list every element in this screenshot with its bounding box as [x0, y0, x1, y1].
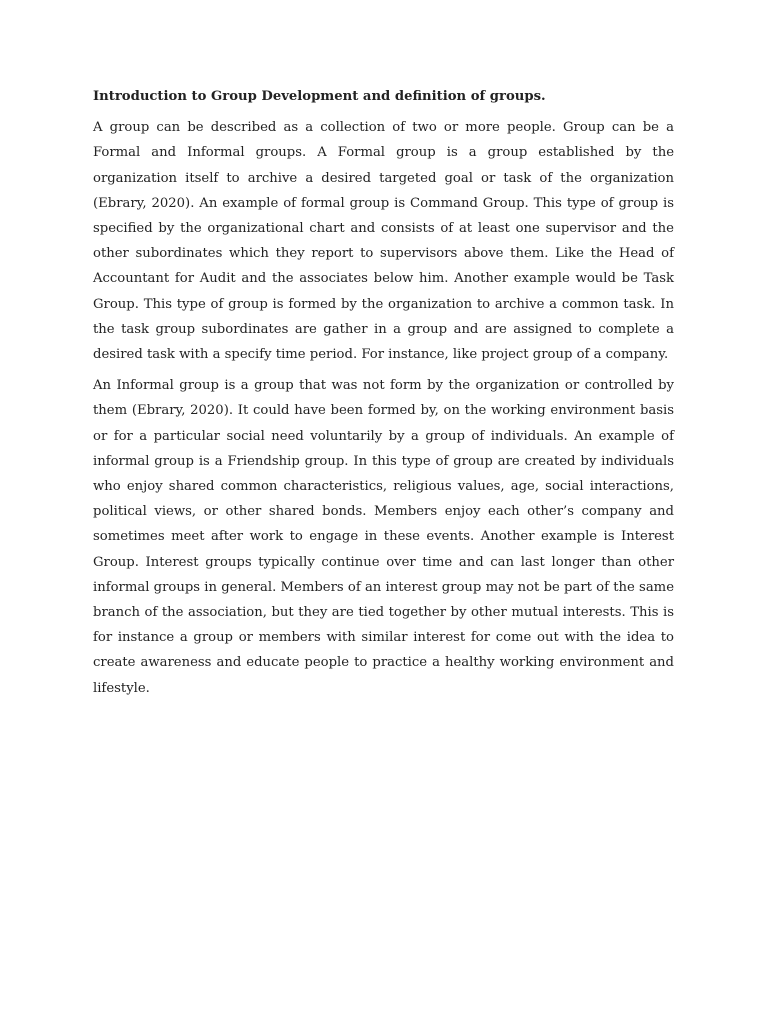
- document-body: [93, 84, 674, 707]
- paragraph-informal-groups: An Informal group is a group that was not form by the organization or controlled by them (Ebrary, 2020). It could have been formed by, on the working environment basis or for a particular social need voluntarily by a group of individuals. An example of informal group is a Friendship group. In this type of group are created by individuals who enjoy shared common characteristics, religious values, age, social interactions, political views, or other shared bonds. Members enjoy each other’s company and sometimes meet after work to engage in these events. Another example is Interest Group. Interest groups typically continue over time and can last longer than other informal groups in general. Members of an interest group may not be part of the same branch of the association, but they are tied together by other mutual interests. This is for instance a group or members with similar interest for come out with the idea to create awareness and educate people to practice a healthy working environment and lifestyle.: [93, 378, 674, 696]
- paragraph-formal-groups: A group can be described as a collection of two or more people. Group can be a Formal and Informal groups. A Formal group is a group established by the organization itself to archive a desired targeted goal or task of the organization (Ebrary, 2020). An example of formal group is Command Group. This type of group is specified by the organizational chart and consists of at least one supervisor and the other subordinates which they report to supervisors above them. Like the Head of Accountant for Audit and the associates below him. Another example would be Task Group. This type of group is formed by the organization to archive a common task. In the task group subordinates are gather in a group and are assigned to complete a desired task with a specify time period. For instance, like project group of a company.: [93, 120, 674, 363]
- document-heading: Introduction to Group Development and definition of groups.: [93, 89, 546, 104]
